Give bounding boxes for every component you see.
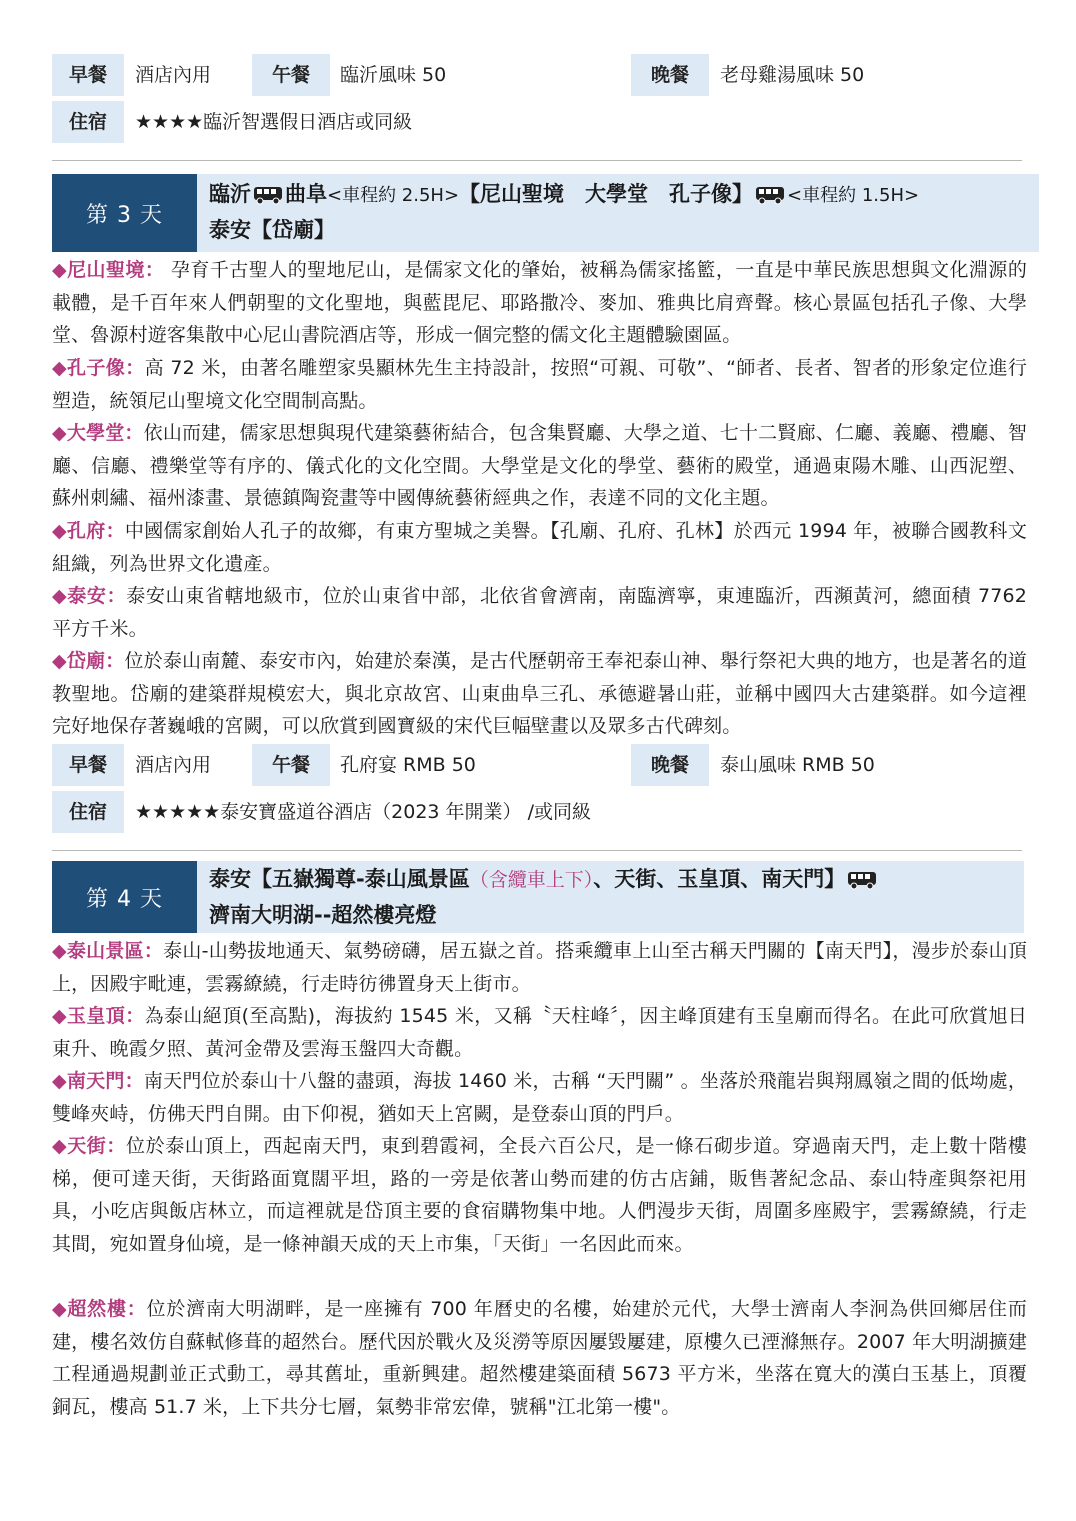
attraction-paragraph — [52, 935, 1027, 1000]
breakfast-value: 酒店內用 — [135, 64, 212, 86]
stay-value: ★★★★臨沂智選假日酒店或同級 — [135, 111, 413, 133]
stay-label: 住宿 — [52, 791, 124, 833]
day-badge: 第 3 天 — [52, 174, 197, 252]
title-note: （含纜車上下） — [469, 869, 594, 891]
bus-icon — [253, 182, 283, 214]
attraction-name: ◆孔子像： — [52, 357, 145, 379]
stay-row — [52, 101, 1022, 143]
day-title — [209, 863, 1016, 931]
attraction-paragraph — [52, 417, 1027, 515]
attraction-text: 孕育千古聖人的聖地尼山，是儒家文化的肇始，被稱為儒家搖籃，一直是中華民族思想與文化淵源的載體，是千百年來人們朝聖的文化聖地，與藍毘尼、耶路撒冷、麥加、雅典比肩齊聲。核心景區包括孔子像、大學堂、魯源村遊客集散中心尼山書院酒店等，形成一個完整的儒文化主題體驗園區。 — [52, 259, 1028, 346]
attraction-paragraph — [52, 352, 1027, 417]
attraction-name: ◆南天門： — [52, 1070, 144, 1092]
drive-time: <車程約 2.5H> — [327, 185, 460, 206]
attraction-paragraph — [52, 1293, 1027, 1423]
stay-value: ★★★★★泰安寶盛道谷酒店（2023 年開業） /或同級 — [135, 801, 592, 823]
day-header — [52, 861, 1024, 933]
title-part: 【尼山聖境 大學堂 孔子像】 — [459, 182, 754, 206]
day-title — [209, 178, 1031, 246]
attraction-paragraph — [52, 580, 1027, 645]
attraction-text: 泰安山東省轄地級市，位於山東省中部，北依省會濟南，南臨濟寧，東連臨沂，西瀕黃河，總面積 7762 平方千米。 — [52, 585, 1027, 640]
attraction-name: ◆岱廟： — [52, 650, 125, 672]
drive-time: <車程約 1.5H> — [787, 185, 920, 206]
dinner-value: 泰山風味 RMB 50 — [720, 754, 875, 776]
meal-row — [52, 54, 1022, 96]
attraction-paragraph — [52, 254, 1027, 352]
title-part: 曲阜 — [285, 182, 327, 206]
dinner-label: 晚餐 — [631, 744, 709, 786]
dinner-value: 老母雞湯風味 50 — [720, 64, 865, 86]
attraction-text: 泰山-山勢拔地通天、氣勢磅礴，居五嶽之首。搭乘纜車上山至古稱天門關的【南天門】，漫步於泰山頂上，因殿宇毗連，雲霧繚繞，行走時彷彿置身天上街市。 — [52, 940, 1028, 995]
attraction-name: ◆天街： — [52, 1135, 126, 1157]
attraction-name: ◆玉皇頂： — [52, 1005, 145, 1027]
title-part: 泰安【岱廟】 — [209, 218, 335, 242]
breakfast-label: 早餐 — [52, 744, 124, 786]
title-part: 、天街、玉皇頂、南天門】 — [593, 867, 846, 891]
attraction-text: 南天門位於泰山十八盤的盡頭，海拔 1460 米，古稱 “天門關” 。坐落於飛龍岩與翔鳳嶺之間的低坳處，雙峰夾峙，仿佛天門自開。由下仰視，猶如天上宮闕，是登泰山頂的門戶。 — [52, 1070, 1027, 1125]
attraction-paragraph — [52, 1130, 1027, 1260]
attraction-name: ◆泰山景區： — [52, 940, 164, 962]
stay-label: 住宿 — [52, 101, 124, 143]
dinner-label: 晚餐 — [631, 54, 709, 96]
attraction-text: 中國儒家創始人孔子的故鄉，有東方聖城之美譽。【孔廟、孔府、孔林】於西元 1994 年，被聯合國教科文組織，列為世界文化遺產。 — [52, 520, 1028, 575]
bus-icon — [847, 867, 877, 899]
divider — [52, 160, 1022, 161]
attraction-paragraph — [52, 515, 1027, 580]
divider — [52, 850, 1022, 851]
bus-icon — [755, 182, 785, 214]
attraction-text: 位於泰山頂上，西起南天門，東到碧霞祠，全長六百公尺，是一條石砌步道。穿過南天門，走上數十階樓梯，便可達天街，天街路面寬闊平坦，路的一旁是依著山勢而建的仿古店鋪，販售著紀念品、泰山特產與祭祀用具，小吃店與飯店林立，而這裡就是岱頂主要的食宿購物集中地。人們漫步天街，周圍多座殿宇，雲霧繚繞，行走其間，宛如置身仙境，是一條神韻天成的天上市集，「天街」一名因此而來。 — [52, 1135, 1027, 1255]
breakfast-value: 酒店內用 — [135, 754, 212, 776]
meal-row — [52, 744, 1022, 786]
lunch-label: 午餐 — [252, 744, 330, 786]
attraction-text: 為泰山絕頂(至高點)，海拔約 1545 米，又稱〝天柱峰〞，因主峰頂建有玉皇廟而得名。在此可欣賞旭日東升、晚霞夕照、黃河金帶及雲海玉盤四大奇觀。 — [52, 1005, 1027, 1060]
attraction-paragraph — [52, 645, 1027, 743]
lunch-label: 午餐 — [252, 54, 330, 96]
attraction-name: ◆尼山聖境： — [52, 259, 165, 281]
lunch-value: 孔府宴 RMB 50 — [340, 754, 476, 776]
title-part: 濟南大明湖--超然樓亮燈 — [209, 903, 437, 927]
attraction-name: ◆孔府： — [52, 520, 125, 542]
lunch-value: 臨沂風味 50 — [340, 64, 447, 86]
day-header — [52, 174, 1039, 252]
attraction-text: 依山而建，儒家思想與現代建築藝術結合，包含集賢廳、大學之道、七十二賢廊、仁廳、義廳、禮廳、智廳、信廳、禮樂堂等有序的、儀式化的文化空間。大學堂是文化的學堂、藝術的殿堂，通過東陽木雕、山西泥塑、蘇州刺繡、福州漆畫、景德鎮陶瓷畫等中國傳統藝術經典之作，表達不同的文化主題。 — [52, 422, 1027, 509]
title-part: 臨沂 — [209, 182, 251, 206]
attraction-name: ◆大學堂： — [52, 422, 144, 444]
attraction-text: 位於泰山南麓、泰安市內，始建於秦漢，是古代歷朝帝王奉祀泰山神、舉行祭祀大典的地方，也是著名的道教聖地。岱廟的建築群規模宏大，與北京故宮、山東曲阜三孔、承德避暑山莊，並稱中國四大古建築群。如今這裡完好地保存著巍峨的宮闕，可以欣賞到國寶級的宋代巨幅壁畫以及眾多古代碑刻。 — [52, 650, 1027, 737]
attraction-text: 位於濟南大明湖畔，是一座擁有 700 年曆史的名樓，始建於元代，大學士濟南人李泂為供回鄉居住而建，樓名效仿自蘇軾修葺的超然台。歷代因於戰火及災澇等原因屢毀屢建，原樓久已湮滌無存。2007 年大明湖擴建工程通過規劃並正式動工，尋其舊址，重新興建。超然樓建築面積 5673 平方米，坐落在寬大的漢白玉基上，頂覆銅瓦，樓高 51.7 米，上下共分七層，氣勢非常宏偉，號稱"江北第一樓"。 — [52, 1298, 1027, 1418]
breakfast-label: 早餐 — [52, 54, 124, 96]
stay-row — [52, 791, 1022, 833]
attraction-name: ◆泰安： — [52, 585, 127, 607]
title-part: 泰安【五嶽獨尊-泰山風景區 — [209, 867, 470, 891]
day-badge: 第 4 天 — [52, 861, 197, 933]
attraction-paragraph — [52, 1000, 1027, 1065]
attraction-paragraph — [52, 1065, 1027, 1130]
attraction-name: ◆超然樓： — [52, 1298, 147, 1320]
attraction-text: 高 72 米，由著名雕塑家吳顯林先生主持設計，按照“可親、可敬”、“師者、長者、智者的形象定位進行塑造，統領尼山聖境文化空間制高點。 — [52, 357, 1027, 412]
